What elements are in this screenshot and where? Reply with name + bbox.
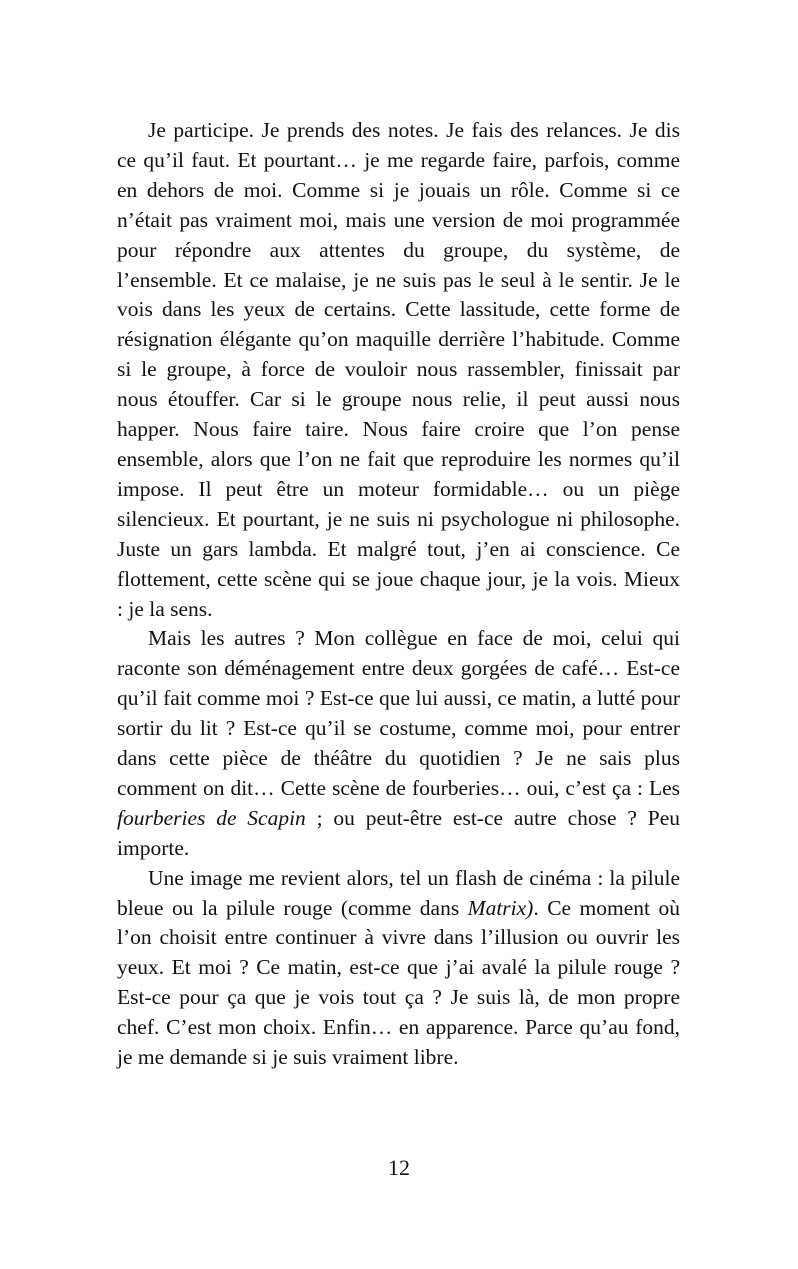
paragraph-1 [117,116,680,624]
paragraph-3-title-italic: Matrix) [467,895,534,920]
paragraph-3-text-a: Une image me revient alors, tel un flash de cinéma : la pilule bleue ou la pilule rouge (comme dans [117,865,680,920]
paragraph-2-text-b: ; ou peut-être est-ce autre chose ? Peu importe. [117,805,680,860]
paragraph-2-text-a: Mais les autres ? Mon collègue en face de moi, celui qui raconte son déménagement entre deux gorgées de café… Est-ce qu’il fait comme moi ? Est-ce que lui aussi, ce matin, a lutté pour sortir du lit ? Est-ce qu’il se costume, comme moi, pour entrer dans cette pièce de théâtre du quotidien ? Je ne sais plus comment on dit… Cette scène de fourberies… oui, c’est ça : Les [117,626,680,800]
page-body [117,116,680,1073]
paragraph-3 [117,864,680,1073]
page-number: 12 [388,1155,410,1180]
paragraph-2 [117,624,680,863]
paragraph-2-title-italic: fourberies de Scapin [117,805,306,830]
paragraph-3-text-b: . Ce moment où l’on choisit entre continuer à vivre dans l’illusion ou ouvrir les yeux. Et moi ? Ce matin, est-ce que j’ai avalé la pilule rouge ? Est-ce pour ça que je vois tout ça ? Je suis là, de mon propre chef. C’est mon choix. Enfin… en apparence. Parce qu’au fond, je me demande si je suis vraiment libre. [117,895,680,1070]
paragraph-1-text: Je participe. Je prends des notes. Je fais des relances. Je dis ce qu’il faut. Et pourtant… je me regarde faire, parfois, comme en dehors de moi. Comme si je jouais un rôle. Comme si ce n’était pas vraiment moi, mais une version de moi programmée pour répondre aux attentes du groupe, du système, de l’ensemble. Et ce malaise, je ne suis pas le seul à le sentir. Je le vois dans les yeux de certains. Cette lassitude, cette forme de résignation élégante qu’on maquille derrière l’habitude. Comme si le groupe, à force de vouloir nous rassembler, finissait par nous étouffer. Car si le groupe nous relie, il peut aussi nous happer. Nous faire taire. Nous faire croire que l’on pense ensemble, alors que l’on ne fait que reproduire les normes qu’il impose. Il peut être un moteur formidable… ou un piège silencieux. Et pourtant, je ne suis ni psychologue ni philosophe. Juste un gars lambda. Et malgré tout, j’en ai conscience. Ce flottement, cette scène qui se joue chaque jour, je la vois. Mieux : je la sens. [117,118,680,621]
